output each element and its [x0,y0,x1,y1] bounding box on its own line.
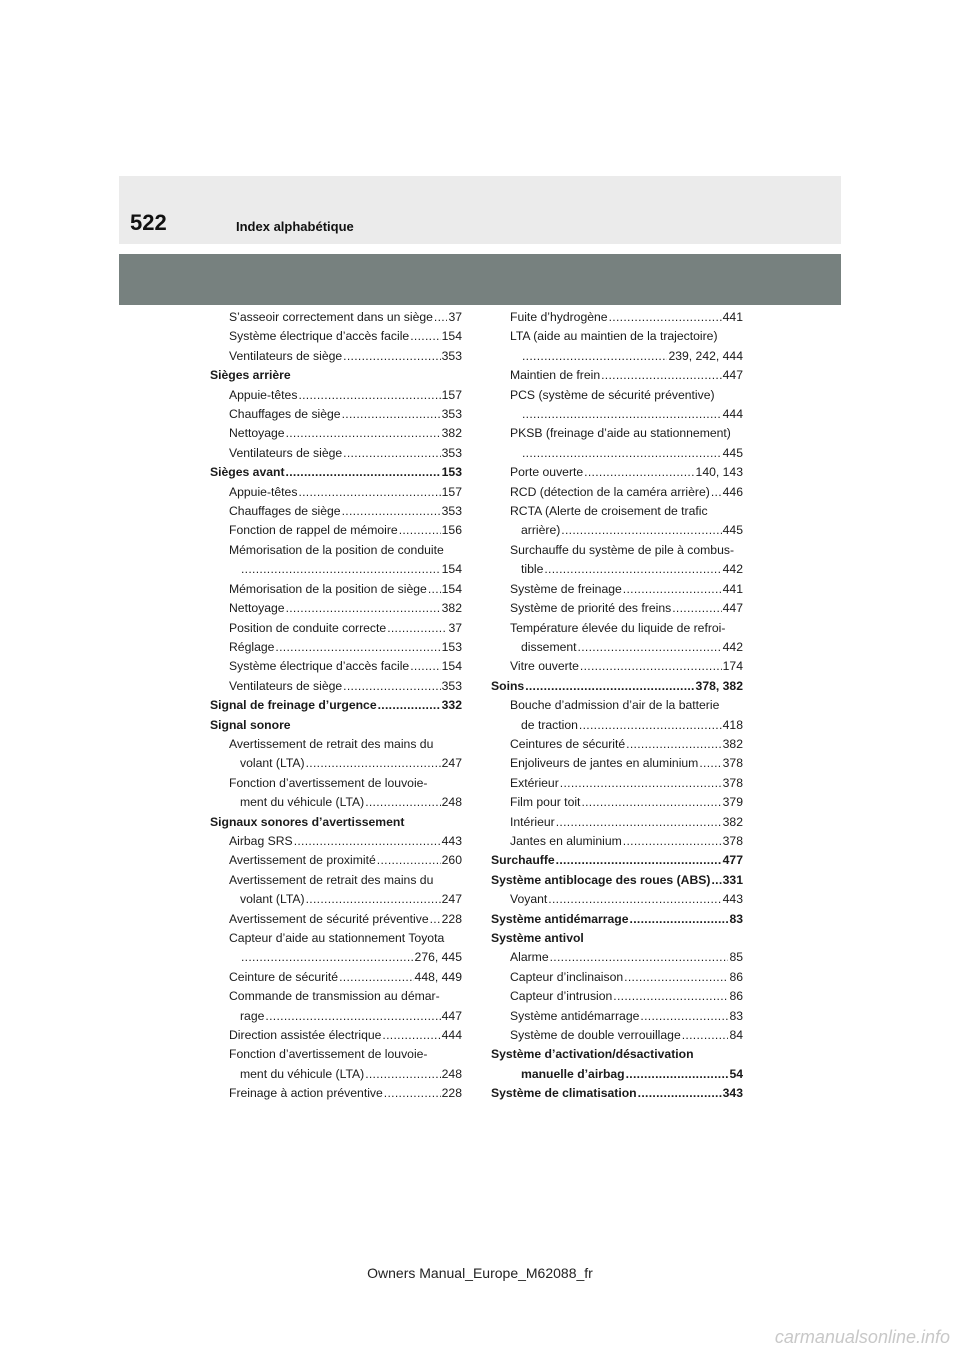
index-entry [210,444,462,463]
index-entry-page: 353 [441,348,462,363]
index-entry [491,308,743,327]
index-entry-page: 382 [722,736,743,751]
index-entry [210,541,462,560]
index-entry-text: PCS (système de sécurité préventive) [510,387,715,402]
index-entry-page: 86 [729,989,743,1004]
index-entry-text: Chauffages de siège [229,407,341,422]
index-entry [491,483,743,502]
index-entry [491,424,743,443]
index-entry [491,677,743,696]
index-entry-page: 353 [441,504,462,519]
dot-leader [343,677,441,696]
index-entry-text: Fonction d’avertissement de louvoie- [229,775,428,790]
index-entry-text: volant (LTA) [240,892,305,907]
index-entry-page: 443 [441,833,462,848]
index-entry [491,793,743,812]
index-entry-page: 382 [722,814,743,829]
index-entry-text: Mémorisation de la position de conduite [229,542,444,557]
index-entry [210,327,462,346]
index-entry-text: Film pour toit [510,795,581,810]
index-entry-page: 441 [722,310,743,324]
index-entry-text: Température élevée du liquide de refroi- [510,620,726,635]
index-entry-page: 446 [722,484,743,499]
index-entry-text: Vitre ouverte [510,659,579,674]
index-entry-page: 378, 382 [695,678,743,693]
index-entry [210,813,462,832]
index-entry-text: Système antivol [491,931,584,945]
index-entry-page: 156 [441,523,462,538]
index-entry [491,910,743,929]
index-entry [210,463,462,482]
index-entry-page: 442 [722,562,743,577]
index-entry [210,657,462,676]
footer-document-id: Owners Manual_Europe_M62088_fr [367,1265,593,1281]
index-entry [491,405,743,424]
dot-leader [430,910,441,929]
index-entry [210,619,462,638]
index-entry [491,871,743,890]
index-entry-text: Système antidémarrage [491,911,629,926]
index-entry-text: Enjoliveurs de jantes en aluminium [510,756,699,771]
dot-leader [581,793,721,812]
dot-leader [609,308,722,327]
index-entry [210,386,462,405]
dot-leader [343,444,441,463]
index-entry-page: 37 [448,310,462,324]
dot-leader [640,1007,728,1026]
index-entry [491,832,743,851]
dot-leader [410,327,440,346]
index-entry-text: Freinage à action préventive [229,1086,383,1101]
index-entry [491,1007,743,1026]
dot-leader [339,968,413,987]
section-title: Index alphabétique [236,219,354,234]
index-entry [491,851,743,870]
index-entry-text: Bouche d’admission d’air de la batterie [510,698,720,713]
index-entry-page: 37 [448,620,462,635]
index-entry [210,599,462,618]
index-entry-page: 379 [722,795,743,810]
index-entry-page: 343 [722,1086,743,1101]
index-entry-text: S’asseoir correctement dans un siège [229,310,433,324]
dot-leader [578,638,722,657]
index-entry-text: Sièges arrière [210,368,291,383]
dot-leader [522,347,667,366]
dot-leader [711,483,722,502]
index-entry-text: Airbag SRS [229,833,293,848]
dot-leader [265,1007,440,1026]
dot-leader [294,832,441,851]
index-entry [491,521,743,540]
index-entry [210,638,462,657]
index-entry-text: Fonction de rappel de mémoire [229,523,398,538]
index-entry-text: Nettoyage [229,601,285,616]
index-entry [210,987,462,1006]
index-entry-text: Ceinture de sécurité [229,969,339,984]
index-entry-text: PKSB (freinage d’aide au stationnement) [510,426,731,441]
index-entry [210,483,462,502]
dot-leader [298,483,440,502]
index-entry-page: 378 [722,756,743,771]
dot-leader [378,696,441,715]
index-entry [491,754,743,773]
index-entry-text: Commande de transmission au démar- [229,989,440,1004]
index-entry-page: 444 [441,1028,462,1043]
index-entry-text: Fonction d’avertissement de louvoie- [229,1047,428,1062]
dot-leader [711,871,721,890]
dot-leader [365,793,440,812]
index-entry-page: 447 [722,368,743,383]
dot-leader [601,366,722,385]
dot-leader [613,987,728,1006]
index-entry [210,1084,462,1103]
index-entry [210,347,462,366]
index-entry-text: Avertissement de sécurité préventive [229,911,429,926]
dot-leader [556,851,722,870]
index-entry-text: tible [521,562,544,577]
index-entry [210,832,462,851]
index-entry [491,1045,743,1064]
index-entry-page: 447 [441,1008,462,1023]
dot-leader [298,386,440,405]
index-entry-page: 353 [441,678,462,693]
index-entry-page: 331 [722,872,743,887]
dot-leader [522,405,722,424]
index-entry [210,696,462,715]
index-entry [210,716,462,735]
index-entry-page: 382 [441,426,462,441]
index-entry-page: 85 [729,950,743,965]
index-entry [210,774,462,793]
index-entry [210,1026,462,1045]
index-entry-text: Système électrique d’accès facile [229,329,410,344]
index-entry-text: Système de double verrouillage [510,1028,681,1043]
index-entry-text: dissement [521,639,577,654]
index-entry [210,366,462,385]
index-entry [210,968,462,987]
dot-leader [241,948,414,967]
dot-leader [377,851,441,870]
index-entry-text: Signal sonore [210,717,291,732]
index-entry [491,968,743,987]
dot-leader [306,890,441,909]
dot-leader [626,735,721,754]
index-entry [210,910,462,929]
dot-leader [306,754,441,773]
index-entry-page: 140, 143 [695,465,743,480]
index-entry [210,308,462,327]
index-entry-text: Système de climatisation [491,1086,637,1101]
index-entry-text: Chauffages de siège [229,504,341,519]
index-entry-page: 418 [722,717,743,732]
index-entry-text: Fuite d’hydrogène [510,310,608,324]
index-entry-page: 154 [441,329,462,344]
index-entry-text: Réglage [229,639,275,654]
index-entry-text: Nettoyage [229,426,285,441]
index-entry [491,580,743,599]
index-entry-text: Voyant [510,892,548,907]
dot-leader [410,657,440,676]
index-entry [210,948,462,967]
index-entry-text: Ventilateurs de siège [229,348,343,363]
index-entry-text: rage [240,1008,265,1023]
index-entry-text: Système de priorité des freins [510,601,672,616]
dot-leader [561,521,721,540]
index-entry-page: 441 [722,581,743,596]
index-entry-text: Maintien de frein [510,368,601,383]
dot-leader [579,716,722,735]
index-entry-text: Système de freinage [510,581,622,596]
index-entry-text: Ventilateurs de siège [229,445,343,460]
index-entry [210,677,462,696]
index-entry [491,987,743,1006]
index-entry-text: Capteur d’intrusion [510,989,613,1004]
dot-leader [241,560,441,579]
dot-leader [387,619,447,638]
index-entry-text: Surchauffe du système de pile à combus- [510,542,735,557]
index-entry-text: Appuie-têtes [229,484,298,499]
index-entry-page: 353 [441,407,462,422]
index-entry-page: 248 [441,795,462,810]
index-entry [210,521,462,540]
index-entry [491,948,743,967]
index-entry [491,347,743,366]
index-entry-text: LTA (aide au maintien de la trajectoire) [510,329,718,344]
index-entry [210,851,462,870]
index-entry-text: Avertissement de retrait des mains du [229,736,434,751]
index-entry-page: 445 [722,523,743,538]
index-entry [210,580,462,599]
index-entry-text: Système antidémarrage [510,1008,640,1023]
index-entry-text: Ceintures de sécurité [510,736,626,751]
index-entry-page: 228 [441,911,462,926]
index-entry-text: Système électrique d’accès facile [229,659,410,674]
dot-leader [584,463,694,482]
index-entry-text: Position de conduite correcte [229,620,387,635]
index-entry [210,871,462,890]
index-entry-text: Surchauffe [491,853,555,868]
index-entry-text: Avertissement de retrait des mains du [229,872,434,887]
dot-leader [342,502,441,521]
index-entry-page: 247 [441,756,462,771]
index-entry-page: 260 [441,853,462,868]
index-entry [210,929,462,948]
index-entry-text: Extérieur [510,775,559,790]
index-entry-text: Soins [491,678,525,693]
index-entry [210,1007,462,1026]
index-entry [491,327,743,346]
index-entry-text: arrière) [521,523,561,538]
dot-leader [626,1065,729,1084]
index-entry-text: Alarme [510,950,549,965]
index-entry-page: 276, 445 [414,950,462,965]
dot-leader [630,910,729,929]
index-entry-page: 228 [441,1086,462,1101]
dot-leader [342,405,441,424]
index-entry [491,638,743,657]
index-entry-page: 239, 242, 444 [668,348,743,363]
index-entry-page: 448, 449 [414,969,462,984]
index-entry-page: 83 [729,911,743,926]
index-entry [491,560,743,579]
index-entry-text: Avertissement de proximité [229,853,376,868]
index-entry-text: manuelle d’airbag [521,1066,625,1081]
index-entry-page: 54 [729,1066,743,1081]
index-entry-page: 378 [722,833,743,848]
index-entry [491,657,743,676]
index-entry [491,502,743,521]
index-entry-text: Intérieur [510,814,555,829]
index-entry [491,696,743,715]
index-entry-page: 477 [722,853,743,868]
index-entry-page: 378 [722,775,743,790]
index-entry-page: 153 [441,639,462,654]
index-entry-page: 153 [441,465,462,480]
index-entry [210,890,462,909]
index-entry-text: Système antiblocage des roues (ABS) [491,872,711,887]
index-entry-page: 157 [441,387,462,402]
dot-leader [382,1026,440,1045]
index-entry-text: Sièges avant [210,465,285,480]
index-entry-text: RCD (détection de la caméra arrière) [510,484,710,499]
dot-leader [544,560,721,579]
dot-leader [560,774,722,793]
index-entry [210,424,462,443]
dot-leader [286,424,441,443]
dot-leader [624,968,728,987]
index-entry-page: 84 [729,1028,743,1043]
dot-leader [384,1084,441,1103]
index-column-left [210,308,462,1104]
index-entry [491,619,743,638]
dot-leader [548,890,721,909]
index-entry [491,463,743,482]
index-entry [210,560,462,579]
index-entry-text: volant (LTA) [240,756,305,771]
index-entry-text: ment du véhicule (LTA) [240,1066,365,1081]
index-entry-text: Porte ouverte [510,465,584,480]
index-entry [210,793,462,812]
index-entry-page: 382 [441,601,462,616]
index-entry [491,1065,743,1084]
index-entry [210,502,462,521]
index-entry-page: 445 [722,445,743,460]
dot-leader [623,832,722,851]
index-entry-text: Appuie-têtes [229,387,298,402]
index-entry [491,716,743,735]
dot-leader [365,1065,440,1084]
index-entry-page: 443 [722,892,743,907]
index-entry-text: Signal de freinage d’urgence [210,698,377,713]
dot-leader [286,463,441,482]
index-column-right [491,308,743,1104]
dot-leader [522,444,722,463]
index-entry-text: Capteur d’inclinaison [510,969,624,984]
index-entry-text: Capteur d’aide au stationnement Toyota [229,931,445,945]
index-entry [491,735,743,754]
index-entry [210,1045,462,1064]
index-entry [491,929,743,948]
index-entry-page: 247 [441,892,462,907]
index-entry-page: 154 [441,659,462,674]
index-entry-page: 83 [729,1008,743,1023]
dot-leader [343,347,441,366]
dot-leader [286,599,441,618]
index-entry-page: 353 [441,445,462,460]
dot-leader [428,580,441,599]
index-entry-text: RCTA (Alerte de croisement de trafic [510,504,708,519]
index-entry-page: 154 [441,581,462,596]
dot-leader [434,308,448,327]
header-band [119,176,841,244]
index-entry [491,444,743,463]
index-entry-page: 174 [722,659,743,674]
page-number: 522 [130,210,167,235]
index-entry-text: Direction assistée électrique [229,1028,382,1043]
index-entry-page: 154 [441,562,462,577]
dot-leader [550,948,729,967]
index-entry-text: Mémorisation de la position de siège [229,581,427,596]
index-entry [491,890,743,909]
dot-leader [580,657,722,676]
dot-leader [638,1084,722,1103]
index-entry [491,599,743,618]
index-entry-page: 442 [722,639,743,654]
dot-leader [623,580,722,599]
index-entry-page: 86 [729,969,743,984]
dot-leader [399,521,441,540]
index-entry [210,735,462,754]
index-entry [491,813,743,832]
index-entry [210,405,462,424]
dot-leader [525,677,694,696]
index-entry [210,1065,462,1084]
watermark: carmanualsonline.info [774,1327,950,1347]
index-entry-text: de traction [521,717,578,732]
index-entry [491,541,743,560]
index-entry [210,754,462,773]
dot-leader [699,754,721,773]
index-entry-page: 248 [441,1066,462,1081]
title-bar [119,254,841,305]
index-entry-text: Jantes en aluminium [510,833,622,848]
index-entry [491,1026,743,1045]
index-entry-page: 332 [441,698,462,713]
index-entry [491,1084,743,1103]
index-entry-text: Système d’activation/désactivation [491,1047,694,1062]
index-entry-text: ment du véhicule (LTA) [240,795,365,810]
dot-leader [672,599,721,618]
index-entry-page: 447 [722,601,743,616]
dot-leader [682,1026,729,1045]
index-entry-page: 444 [722,407,743,422]
dot-leader [556,813,722,832]
index-entry [491,386,743,405]
index-entry-text: Signaux sonores d’avertissement [210,814,405,829]
index-entry-page: 157 [441,484,462,499]
index-entry [491,774,743,793]
index-entry [491,366,743,385]
index-entry-text: Ventilateurs de siège [229,678,343,693]
dot-leader [275,638,440,657]
